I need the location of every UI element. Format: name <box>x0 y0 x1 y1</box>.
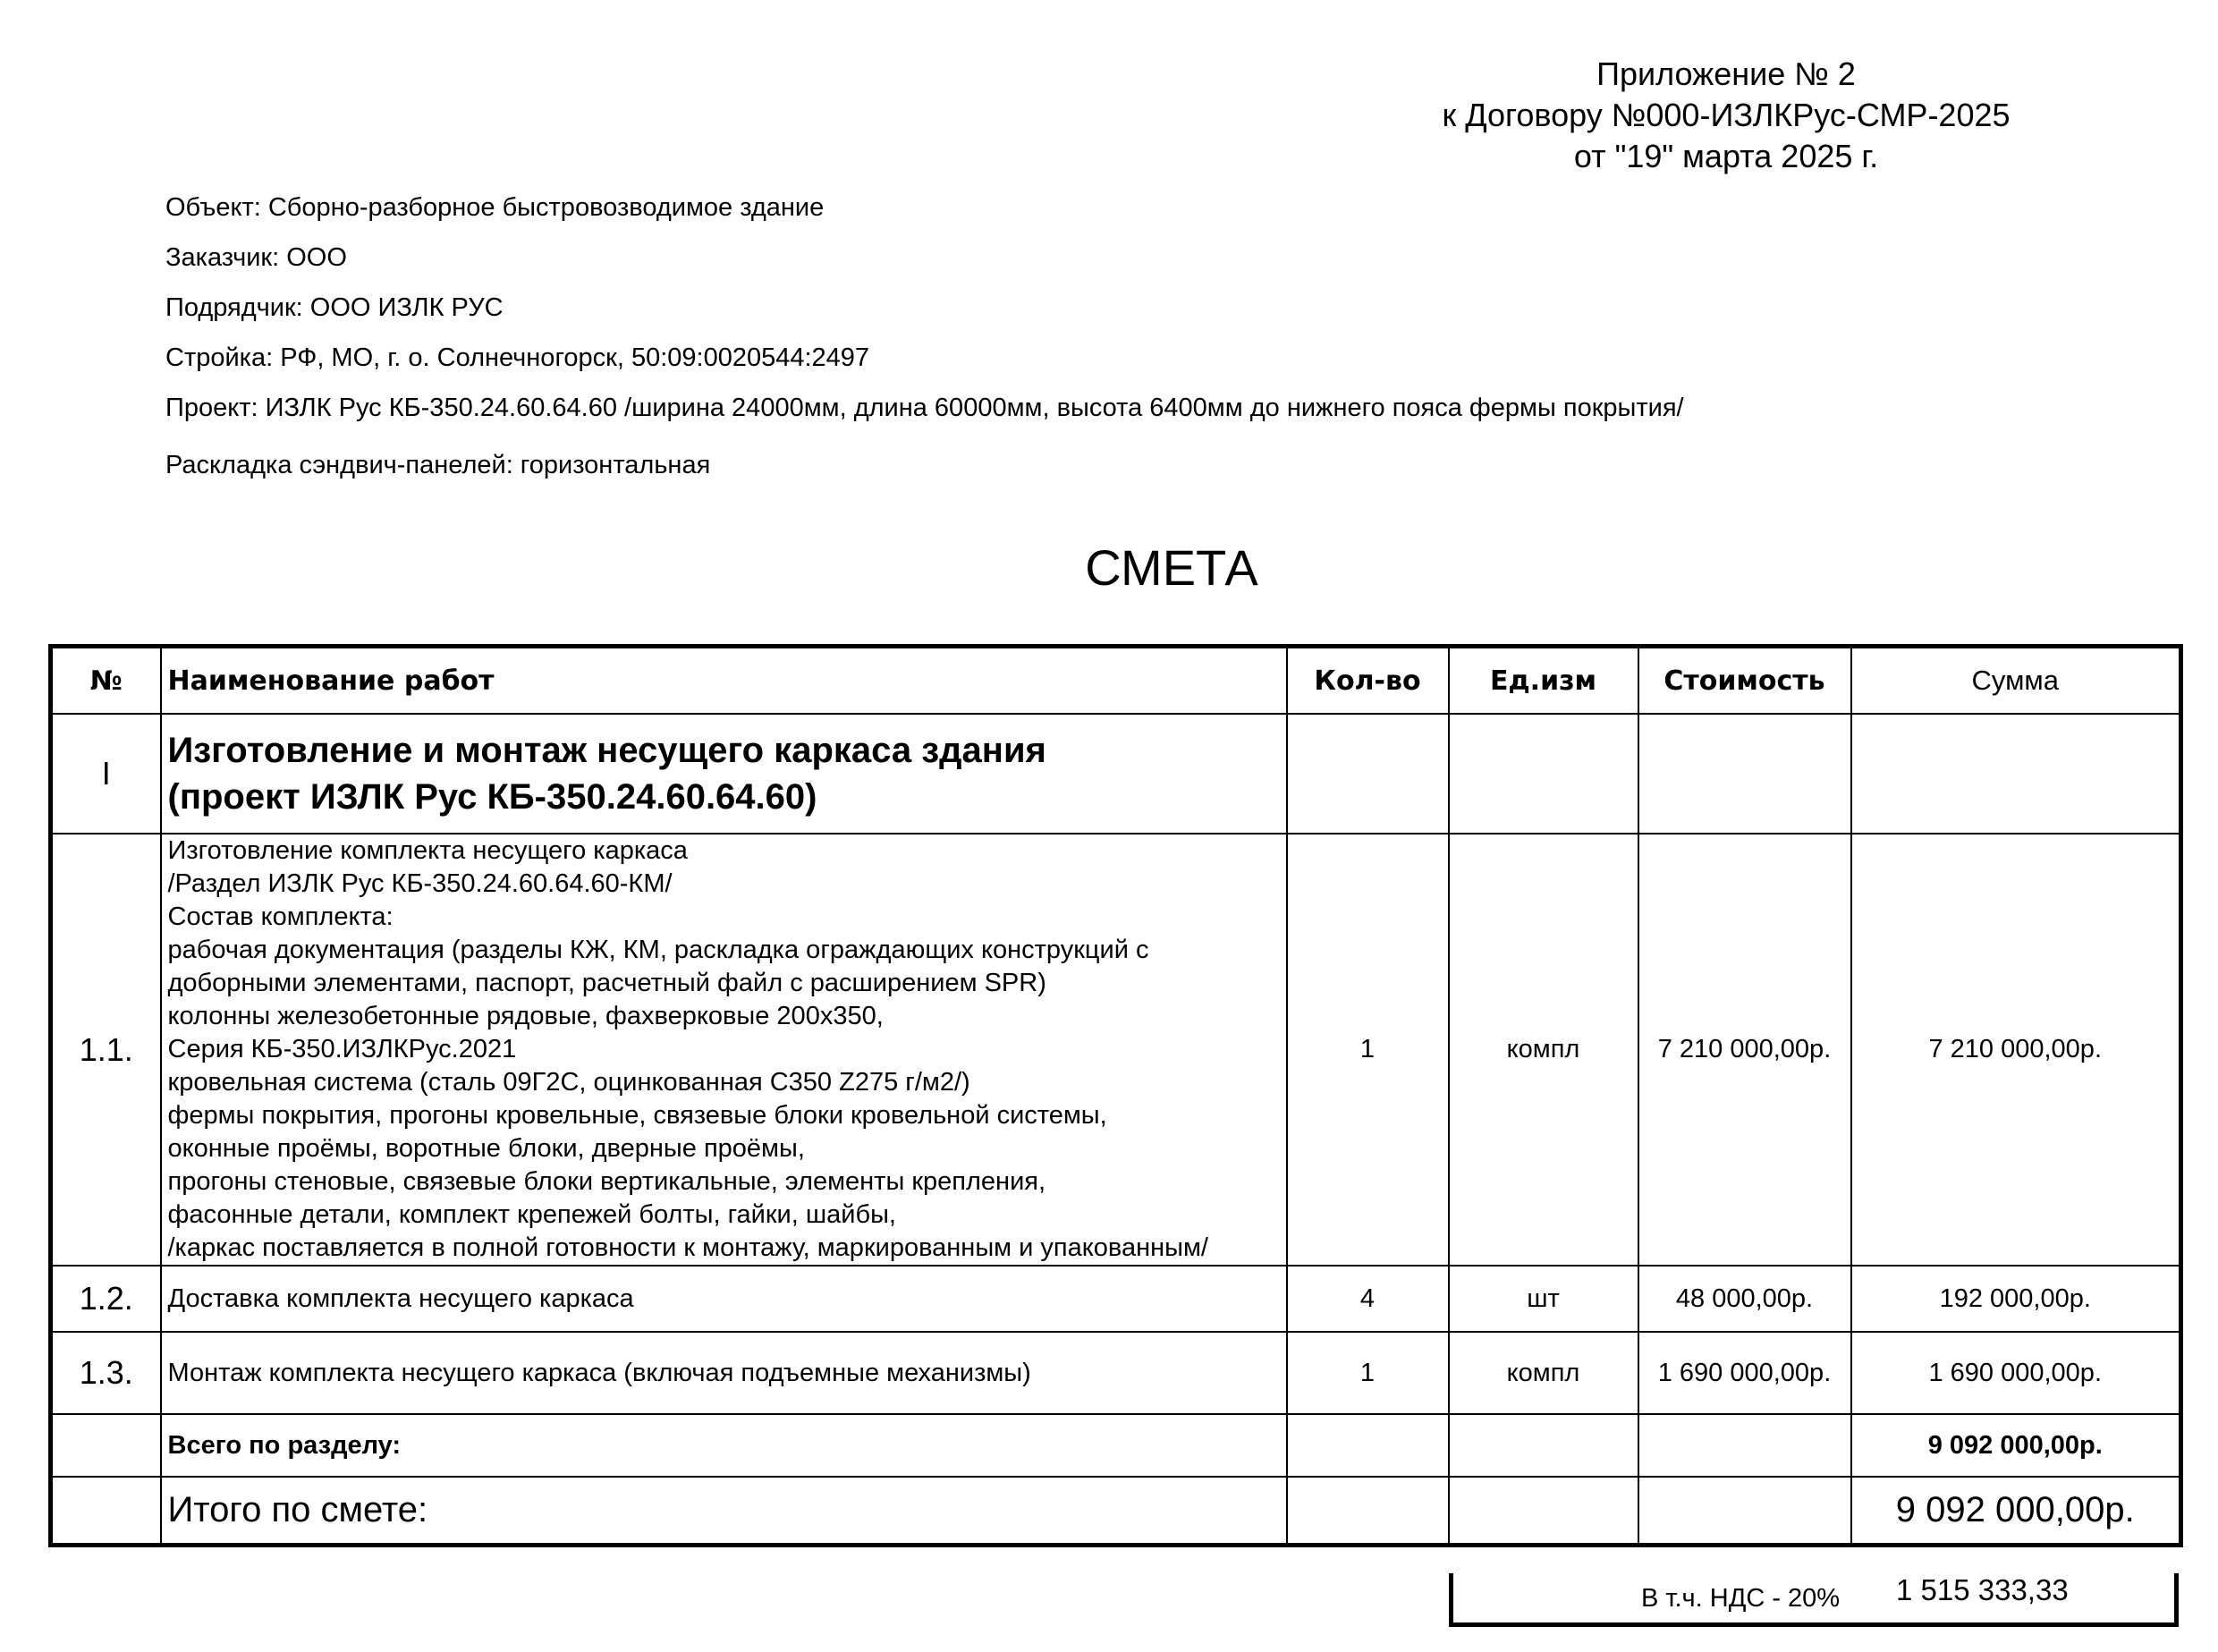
description-line: колонны железобетонные рядовые, фахверковые 200х350, <box>167 1002 884 1030</box>
row-description <box>161 834 1287 1266</box>
appendix-line-1: Приложение № 2 <box>1596 55 1856 92</box>
row-qty: 4 <box>1287 1266 1449 1332</box>
row-unit: компл <box>1449 834 1638 1266</box>
vat-box <box>1449 1573 2179 1627</box>
row-price: 48 000,00р. <box>1638 1266 1851 1332</box>
table-row <box>51 1332 2181 1414</box>
section-qty <box>1287 714 1449 834</box>
header-num: № <box>51 647 161 715</box>
row-unit: компл <box>1449 1332 1638 1414</box>
row-name: Доставка комплекта несущего каркаса <box>161 1266 1287 1332</box>
row-name: Монтаж комплекта несущего каркаса (включая подъемные механизмы) <box>161 1332 1287 1414</box>
header-unit: Ед.изм <box>1449 647 1638 715</box>
appendix-header <box>1395 54 2057 177</box>
description-line: /каркас поставляется в полной готовности к монтажу, маркированным и упакованным/ <box>167 1233 1208 1262</box>
description-line: Изготовление комплекта несущего каркаса <box>167 836 688 865</box>
project-line: Проект: ИЗЛК Рус КБ-350.24.60.64.60 /ширина 24000мм, длина 60000мм, высота 6400мм до нижнего пояса фермы покрытия/ <box>165 394 1684 422</box>
section-name-line-1: Изготовление и монтаж несущего каркаса здания <box>167 731 1046 770</box>
row-price: 7 210 000,00р. <box>1638 834 1851 1266</box>
section-price <box>1638 714 1851 834</box>
grand-total-value: 9 092 000,00р. <box>1851 1477 2181 1545</box>
header-price: Стоимость <box>1638 647 1851 715</box>
section-name <box>161 714 1287 834</box>
object-line: Объект: Сборно-разборное быстровозводимое здание <box>165 193 825 222</box>
row-qty: 1 <box>1287 834 1449 1266</box>
row-num: 1.1. <box>51 834 161 1266</box>
row-qty: 1 <box>1287 1332 1449 1414</box>
section-row <box>51 714 2181 834</box>
row-sum: 1 690 000,00р. <box>1851 1332 2181 1414</box>
description-line: Состав комплекта: <box>167 902 394 931</box>
section-total-label: Всего по разделу: <box>161 1414 1287 1477</box>
customer-line: Заказчик: ООО <box>165 243 347 272</box>
header-name: Наименование работ <box>161 647 1287 715</box>
table-header-row <box>51 647 2181 715</box>
section-name-line-2: (проект ИЗЛК Рус КБ-350.24.60.64.60) <box>167 777 817 817</box>
vat-value: 1 515 333,33 <box>1896 1573 2069 1606</box>
estimate-table <box>48 644 2183 1547</box>
description-line: прогоны стеновые, связевые блоки вертикальные, элементы крепления, <box>167 1167 1046 1196</box>
row-num: 1.3. <box>51 1332 161 1414</box>
section-num: I <box>51 714 161 834</box>
panel-layout-line: Раскладка сэндвич-панелей: горизонтальная <box>165 451 711 479</box>
empty-cell <box>1449 1414 1638 1477</box>
site-line: Стройка: РФ, МО, г. о. Солнечногорск, 50:09:0020544:2497 <box>165 343 870 372</box>
table-row <box>51 1266 2181 1332</box>
row-num: 1.2. <box>51 1266 161 1332</box>
description-line: рабочая документация (разделы КЖ, КМ, раскладка ограждающих конструкций с <box>167 936 1149 964</box>
empty-cell <box>1449 1477 1638 1545</box>
contractor-line: Подрядчик: ООО ИЗЛК РУС <box>165 293 504 322</box>
header-sum: Сумма <box>1851 647 2181 715</box>
header-qty: Кол-во <box>1287 647 1449 715</box>
empty-cell <box>1638 1477 1851 1545</box>
section-unit <box>1449 714 1638 834</box>
section-total-row <box>51 1414 2181 1477</box>
description-line: оконные проёмы, воротные блоки, дверные проёмы, <box>167 1134 805 1163</box>
row-price: 1 690 000,00р. <box>1638 1332 1851 1414</box>
empty-cell <box>51 1414 161 1477</box>
appendix-line-2: к Договору №000-ИЗЛКРус-СМР-2025 <box>1442 97 2011 133</box>
row-unit: шт <box>1449 1266 1638 1332</box>
empty-cell <box>51 1477 161 1545</box>
description-line: фермы покрытия, прогоны кровельные, связевые блоки кровельной системы, <box>167 1101 1107 1130</box>
description-line: /Раздел ИЗЛК Рус КБ-350.24.60.64.60-КМ/ <box>167 869 673 898</box>
appendix-line-3: от "19" марта 2025 г. <box>1573 138 1879 174</box>
description-line: доборными элементами, паспорт, расчетный файл с расширением SPR) <box>167 969 1046 997</box>
empty-cell <box>1287 1477 1449 1545</box>
vat-label: В т.ч. НДС - 20% <box>1641 1584 1841 1613</box>
description-line: кровельная система (сталь 09Г2С, оцинкованная С350 Z275 г/м2/) <box>167 1068 970 1097</box>
description-line: фасонные детали, комплект крепежей болты, гайки, шайбы, <box>167 1200 896 1229</box>
row-sum: 7 210 000,00р. <box>1851 834 2181 1266</box>
document-title: СМЕТА <box>1085 539 1258 596</box>
grand-total-label: Итого по смете: <box>161 1477 1287 1545</box>
row-sum: 192 000,00р. <box>1851 1266 2181 1332</box>
empty-cell <box>1287 1414 1449 1477</box>
table-row <box>51 834 2181 1266</box>
description-line: Серия КБ-350.ИЗЛКРус.2021 <box>167 1035 517 1063</box>
section-sum <box>1851 714 2181 834</box>
empty-cell <box>1638 1414 1851 1477</box>
section-total-value: 9 092 000,00р. <box>1851 1414 2181 1477</box>
grand-total-row <box>51 1477 2181 1545</box>
